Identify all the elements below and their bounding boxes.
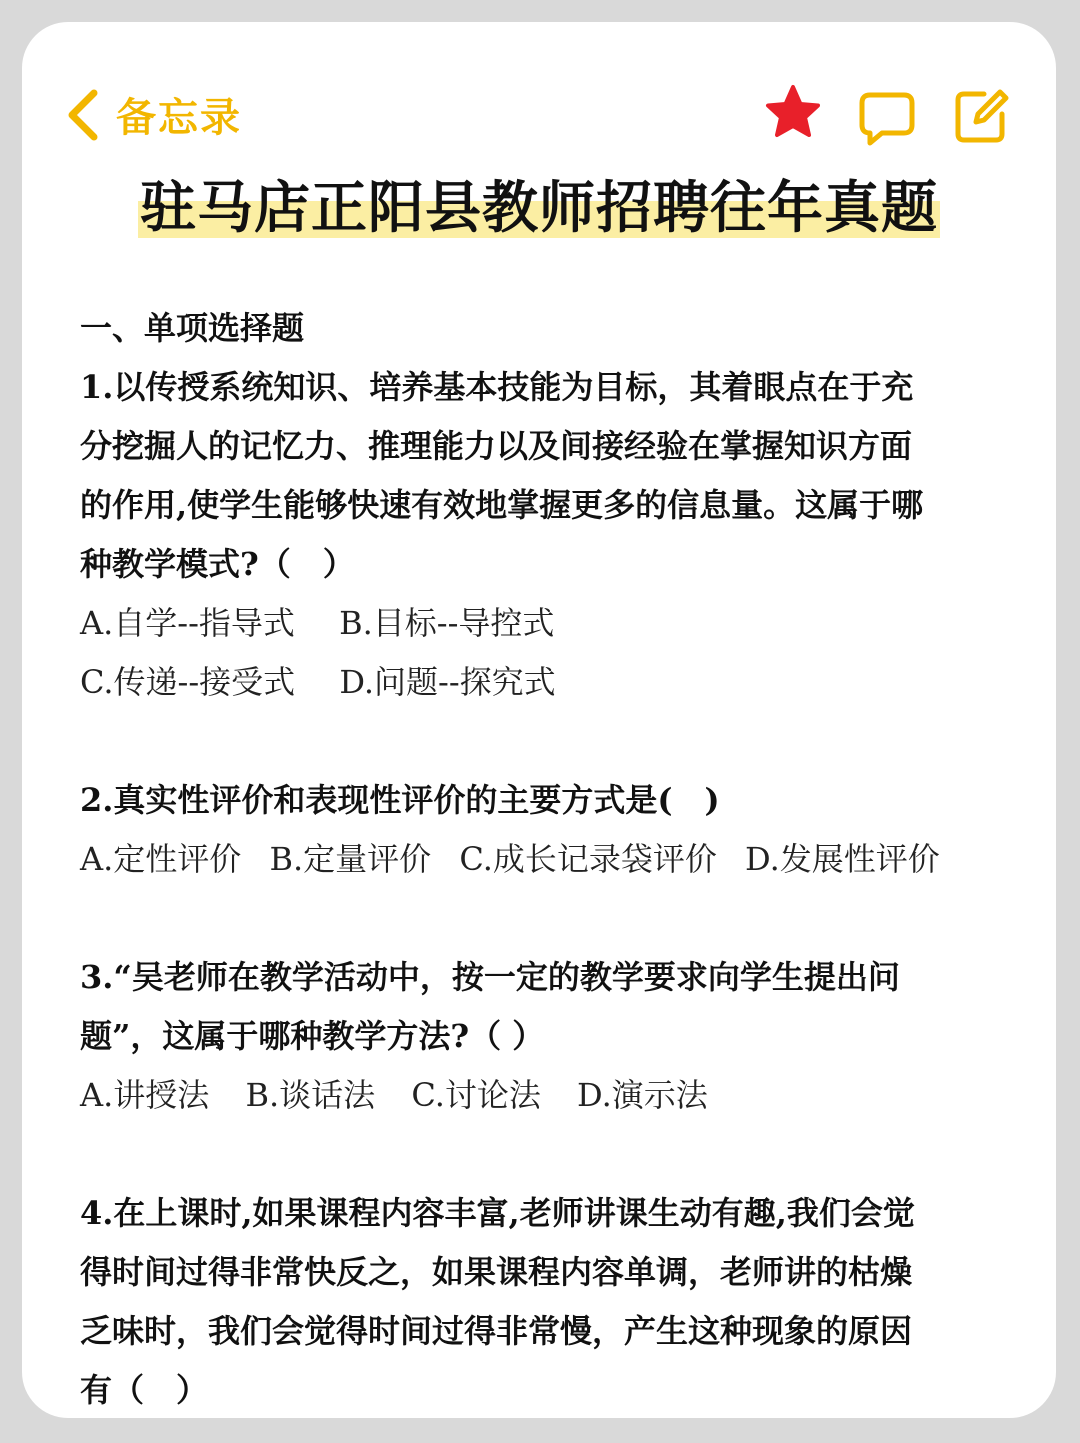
- option-a: A.自学--指导式: [80, 604, 295, 642]
- question-4: [80, 1184, 1010, 1420]
- question-line: 分挖掘人的记忆力、推理能力以及间接经验在掌握知识方面: [80, 427, 913, 465]
- back-button[interactable]: [62, 86, 242, 143]
- option-d: D.演示法: [577, 1076, 708, 1114]
- option-d: D.发展性评价: [745, 840, 940, 878]
- star-icon: [762, 82, 824, 144]
- question-line: 1.以传授系统知识、培养基本技能为目标，其着眼点在于充: [80, 368, 914, 406]
- page-title: 驻马店正阳县教师招聘往年真题: [138, 172, 940, 244]
- favorite-button[interactable]: [762, 82, 824, 144]
- back-label: 备忘录: [116, 95, 242, 141]
- option-a: A.定性评价: [80, 840, 242, 878]
- option-c: C.成长记录袋评价: [459, 840, 717, 878]
- question-line: 种教学模式?（ ）: [80, 545, 355, 583]
- option-c: C.传递--接受式: [80, 663, 296, 701]
- spacer: [80, 1125, 1010, 1184]
- question-2: [80, 771, 1010, 889]
- option-row: [80, 830, 1010, 889]
- question-line: 2.真实性评价和表现性评价的主要方式是( ): [80, 781, 720, 819]
- section-heading: 一、单项选择题: [80, 309, 305, 347]
- chevron-left-icon: [62, 87, 102, 143]
- comment-icon: [856, 87, 918, 149]
- title-container: [22, 172, 1056, 244]
- option-row: [80, 1066, 1010, 1125]
- question-line: 有（ ）: [80, 1371, 209, 1409]
- spacer: [80, 889, 1010, 948]
- option-a: A.讲授法: [80, 1076, 210, 1114]
- edit-icon: [950, 84, 1012, 146]
- question-line: 题”，这属于哪种教学方法?（ ）: [80, 1017, 545, 1055]
- option-b: B.目标--导控式: [339, 604, 555, 642]
- question-line: 乏味时，我们会觉得时间过得非常慢，产生这种现象的原因: [80, 1312, 913, 1350]
- option-row: [80, 594, 1010, 653]
- question-3: [80, 948, 1010, 1125]
- note-body: [80, 298, 1010, 1420]
- question-line: 得时间过得非常快反之，如果课程内容单调，老师讲的枯燥: [80, 1253, 913, 1291]
- option-d: D.问题--探究式: [339, 663, 556, 701]
- question-line: 3.“吴老师在教学活动中，按一定的教学要求向学生提出问: [80, 958, 900, 996]
- option-b: B.定量评价: [269, 840, 432, 878]
- toolbar: [22, 92, 1056, 172]
- spacer: [80, 712, 1010, 771]
- option-c: C.讨论法: [411, 1076, 541, 1114]
- question-line: 的作用,使学生能够快速有效地掌握更多的信息量。这属于哪: [80, 486, 924, 524]
- question-line: 4.在上课时,如果课程内容丰富,老师讲课生动有趣,我们会觉: [80, 1194, 915, 1232]
- option-b: B.谈话法: [245, 1076, 376, 1114]
- edit-button[interactable]: [950, 84, 1012, 146]
- question-1: [80, 358, 1010, 712]
- comment-button[interactable]: [856, 87, 918, 149]
- note-card: [22, 22, 1056, 1418]
- option-row: [80, 653, 1010, 712]
